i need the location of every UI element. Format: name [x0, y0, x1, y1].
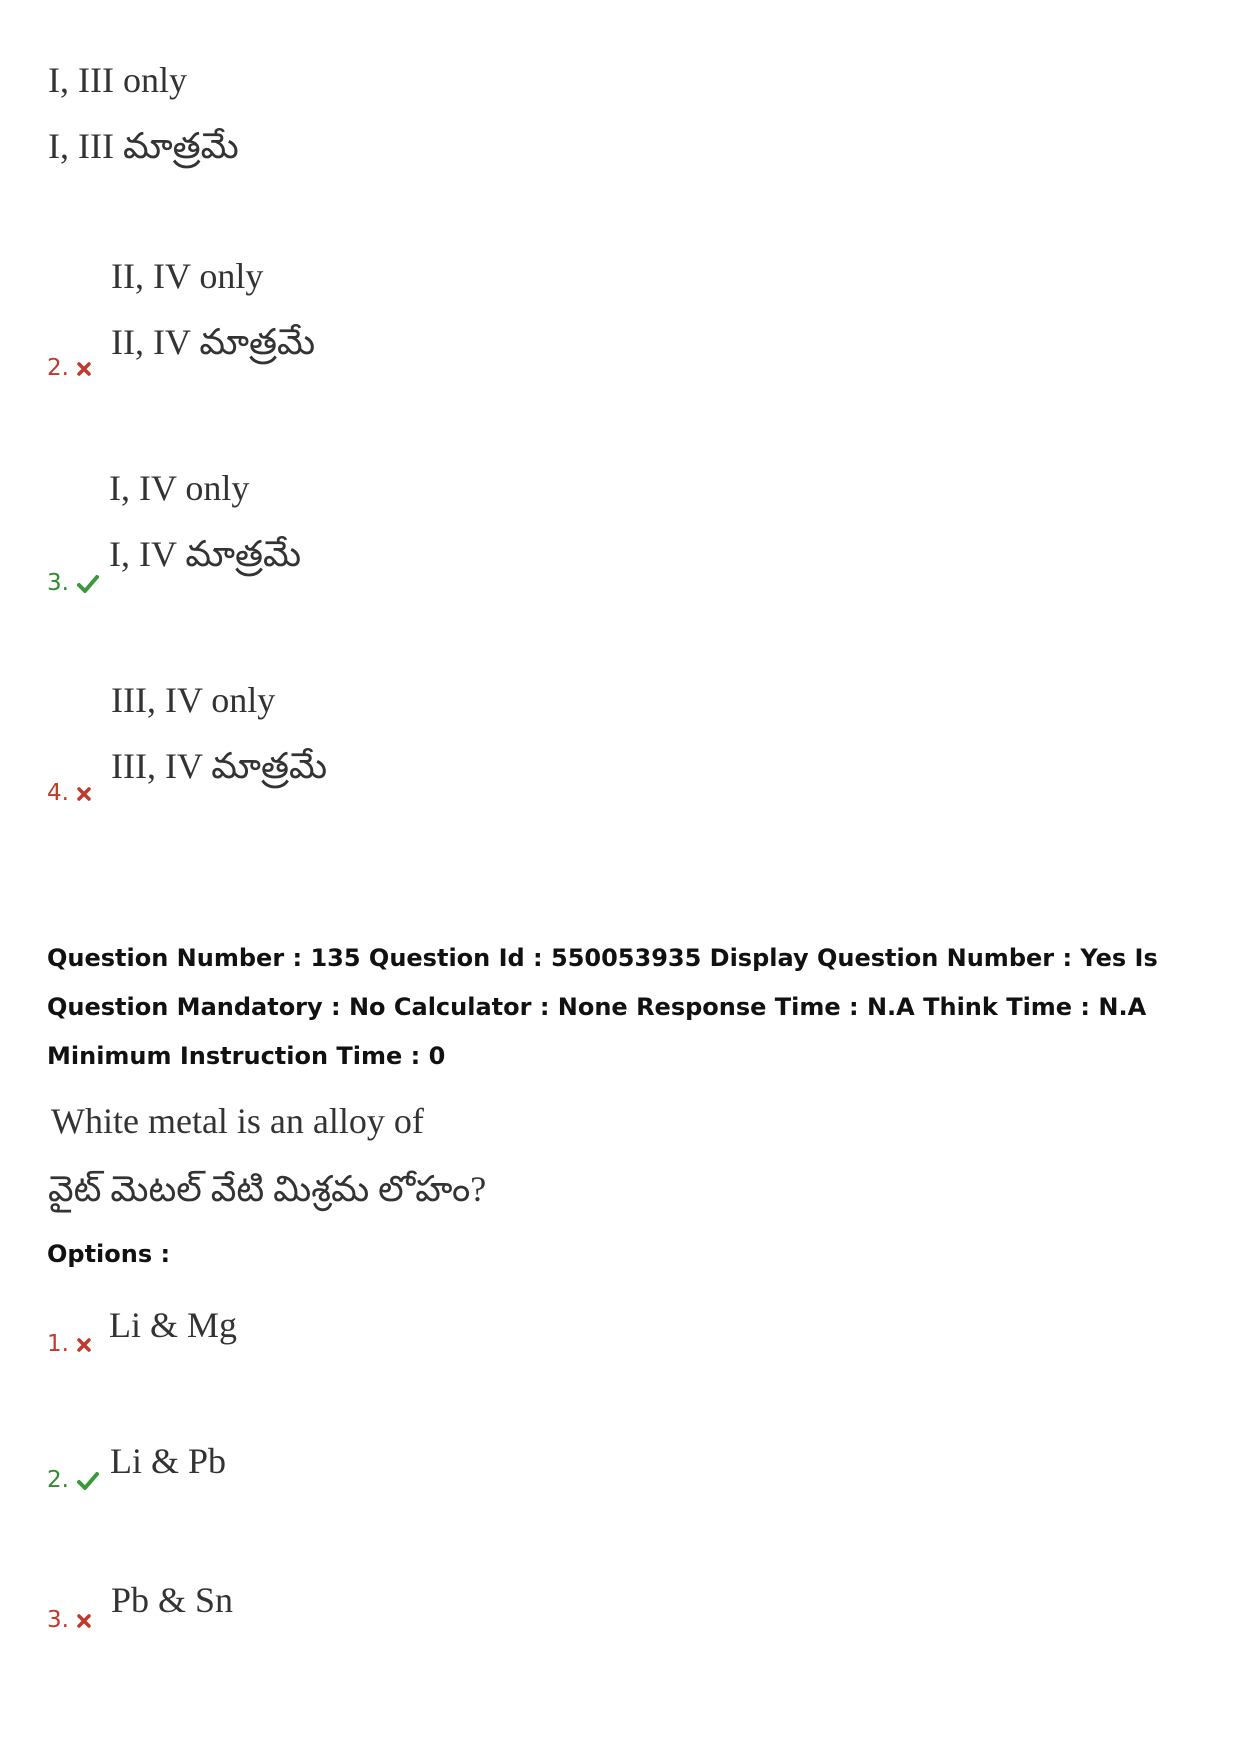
check-icon — [77, 1472, 99, 1490]
option-1-text: Li & Mg — [109, 1305, 238, 1345]
cross-icon — [77, 1614, 91, 1628]
prev-option-1-te: I, III మాత్రమే — [48, 126, 239, 166]
option-2-marker — [47, 1469, 99, 1492]
option-number: 1. — [47, 1331, 69, 1357]
prev-option-4-en: III, IV only — [111, 680, 276, 720]
question-text-en: White metal is an alloy of — [51, 1101, 424, 1141]
option-1-marker — [47, 1333, 91, 1356]
option-number: 4. — [47, 780, 69, 806]
option-number: 2. — [47, 355, 69, 381]
option-3-marker — [47, 1609, 91, 1632]
prev-option-2-en: II, IV only — [111, 256, 264, 296]
cross-icon — [77, 787, 91, 801]
prev-option-2-te: II, IV మాత్రమే — [111, 322, 316, 362]
option-2-text: Li & Pb — [110, 1441, 227, 1481]
question-meta: Question Number : 135 Question Id : 550053935 Display Question Number : Yes Is Question Mandatory : No Calculator : None Response Time : N.A Think Time : N.A Minimum Instruction Time : 0 — [47, 944, 1158, 1070]
option-number: 3. — [47, 1607, 69, 1633]
cross-icon — [77, 362, 91, 376]
prev-option-4-marker — [47, 782, 91, 805]
option-number: 2. — [47, 1467, 69, 1493]
option-3-text: Pb & Sn — [111, 1580, 234, 1620]
prev-option-3-en: I, IV only — [109, 468, 250, 508]
option-number: 3. — [47, 570, 69, 596]
prev-option-3-marker — [47, 572, 99, 595]
options-label: Options : — [47, 1240, 171, 1268]
prev-option-2-marker — [47, 357, 91, 380]
prev-option-4-te: III, IV మాత్రమే — [111, 746, 328, 786]
cross-icon — [77, 1338, 91, 1352]
check-icon — [77, 575, 99, 593]
question-text-te: వైట్ మెటల్ వేటి మిశ్రమ లోహం? — [48, 1169, 487, 1209]
prev-option-1-en: I, III only — [48, 60, 187, 100]
prev-option-3-te: I, IV మాత్రమే — [109, 534, 302, 574]
